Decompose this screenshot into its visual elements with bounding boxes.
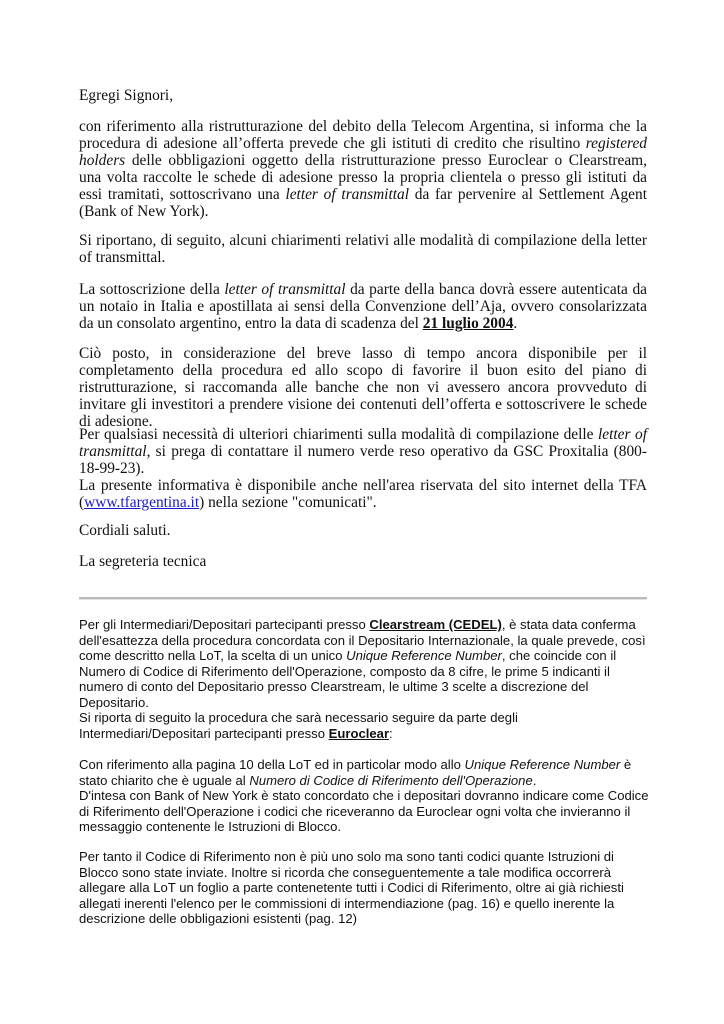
letter-paragraph-2: Si riportano, di seguito, alcuni chiarimenti relativi alle modalità di compilazione della letter of transmittal. (79, 232, 647, 266)
letter-paragraph-1: con riferimento alla ristrutturazione del debito della Telecom Argentina, si informa che la procedura di adesione all’offerta prevede che gli istituti di credito che risultino registered holders delle obbligazioni oggetto della ristrutturazione presso Euroclear o Clearstream, una volta raccolte le schede di adesione presso la propria clientela o presso gli istituti da essi tramitati, sottoscrivano una letter of transmittal da far pervenire al Settlement Agent (Bank of New York). (79, 118, 647, 220)
notice-paragraph-2: Si riporta di seguito la procedura che sarà necessario seguire da parte degli Intermediari/Depositari partecipanti presso Euroclear: (79, 710, 518, 741)
salutation: Egregi Signori, (79, 87, 174, 104)
horizontal-divider (79, 597, 647, 600)
website-link[interactable]: www.tfargentina.it (84, 494, 200, 511)
notice-paragraph-5: Per tanto il Codice di Riferimento non è più uno solo ma sono tanti codici quante Istruzioni di Blocco sono state inviate. Inoltre si ricorda che conseguentemente a tale modifica occorrerà allegare alla LoT un foglio a parte contenetente tutti i Codici di Riferimento, oltre ai già richiesti allegati inerenti l'elenco per le commissioni di intermendiazione (pag. 16) e quello inerente la descrizione delle obbligazioni esistenti (pag. 12) (79, 849, 624, 926)
letter-paragraph-4: Ciò posto, in considerazione del breve lasso di tempo ancora disponibile per il completamento della procedura ed allo scopo di favorire il buon esito del piano di ristrutturazione, si raccomanda alle banche che non vi avessero ancora provveduto di invitare gli investitori a prendere visione dei contenuti dell’offerta e sottoscrivere le schede di adesione. (79, 345, 647, 430)
clearstream-label: Clearstream (CEDEL) (369, 617, 502, 632)
notice-paragraph-1: Per gli Intermediari/Depositari partecipanti presso Clearstream (CEDEL), è stata data conferma dell'esattezza della procedura concordata con il Depositario Internazionale, la quale prevede, così come descritto nella LoT, la scelta di un unico Unique Reference Number, che coincide con il Numero di Codice di Riferimento dell'Operazione, composto da 8 cifre, le prime 5 indicanti il numero di conto del Depositario presso Clearstream, le ultime 3 scelte a discrezione del Depositario. (79, 617, 646, 710)
notice-paragraph-3: Con riferimento alla pagina 10 della LoT ed in particolar modo allo Unique Reference Number è stato chiarito che è uguale al Numero di Codice di Riferimento dell'Operazione. (79, 757, 632, 788)
letter-paragraph-6: La presente informativa è disponibile anche nell'area riservata del sito internet della TFA (www.tfargentina.it) nella sezione "comunicati". (79, 477, 647, 511)
signature: La segreteria tecnica (79, 553, 207, 570)
deadline-date: 21 luglio 2004 (422, 315, 514, 332)
notice-paragraph-4: D'intesa con Bank of New York è stato concordato che i depositari dovranno indicare come Codice di Riferimento dell'Operazione i codici che riceveranno da Euroclear ogni volta che invieranno il messaggio contenente le Istruzioni di Blocco. (79, 788, 649, 834)
closing: Cordiali saluti. (79, 522, 171, 539)
letter-paragraph-3: La sottoscrizione della letter of transmittal da parte della banca dovrà essere autenticata da un notaio in Italia e apostillata ai sensi della Convenzione dell’Aja, ovvero consolarizzata da un consolato argentino, entro la data di scadenza del 21 luglio 2004. (79, 281, 647, 332)
letter-paragraph-5: Per qualsiasi necessità di ulteriori chiarimenti sulla modalità di compilazione delle letter of transmittal, si prega di contattare il numero verde reso operativo da GSC Proxitalia (800-18-99-23). (79, 426, 647, 477)
euroclear-label: Euroclear (328, 725, 390, 741)
